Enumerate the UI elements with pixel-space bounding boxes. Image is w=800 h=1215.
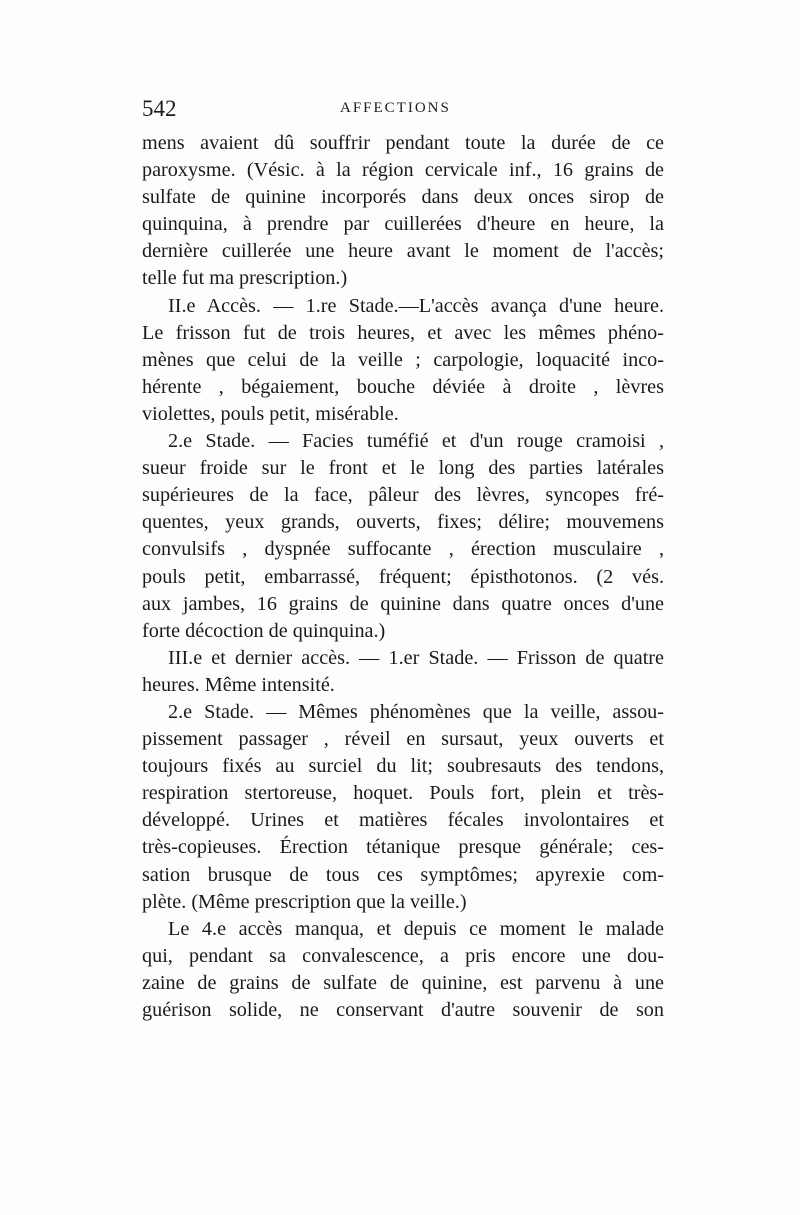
text-line: 2.e Stade. — Facies tuméfié et d'un rouge cramoisi , xyxy=(168,430,664,453)
text-line: Le 4.e accès manqua, et depuis ce moment le malade xyxy=(168,917,664,940)
text-line: convulsifs , dyspnée suffocante , érection musculaire , xyxy=(142,538,664,561)
body-text xyxy=(142,130,664,1024)
text-line: quentes, yeux grands, ouverts, fixes; délire; mouvemens xyxy=(142,511,664,534)
text-line: pouls petit, embarrassé, fréquent; épisthotonos. (2 vés. xyxy=(142,565,664,588)
text-line: développé. Urines et matières fécales involontaires et xyxy=(142,809,664,832)
text-line: heures. Même intensité. xyxy=(142,673,335,696)
text-line: zaine de grains de sulfate de quinine, est parvenu à une xyxy=(142,971,664,994)
text-line: supérieures de la face, pâleur des lèvres, syncopes fré- xyxy=(142,484,664,507)
text-line: sation brusque de tous ces symptômes; apyrexie com- xyxy=(142,863,664,886)
text-line: forte décoction de quinquina.) xyxy=(142,619,386,642)
page-header xyxy=(142,96,662,126)
text-line: hérente , bégaiement, bouche déviée à droite , lèvres xyxy=(142,375,664,398)
text-line: III.e et dernier accès. — 1.er Stade. — Frisson de quatre xyxy=(168,646,664,669)
text-line: violettes, pouls petit, misérable. xyxy=(142,402,399,425)
page-number: 542 xyxy=(142,96,177,121)
text-line: très-copieuses. Érection tétanique presque générale; ces- xyxy=(142,836,664,859)
text-line: paroxysme. (Vésic. à la région cervicale inf., 16 grains de xyxy=(142,159,664,182)
text-line: II.e Accès. — 1.re Stade.—L'accès avança d'une heure. xyxy=(168,294,664,317)
text-line: sueur froide sur le front et le long des parties latérales xyxy=(142,457,664,480)
text-line: 2.e Stade. — Mêmes phénomènes que la veille, assou- xyxy=(168,700,664,723)
running-head: AFFECTIONS xyxy=(340,100,451,116)
text-line: pissement passager , réveil en sursaut, yeux ouverts et xyxy=(142,728,664,751)
text-line: respiration stertoreuse, hoquet. Pouls fort, plein et très- xyxy=(142,782,664,805)
text-line: dernière cuillerée une heure avant le moment de l'accès; xyxy=(142,240,664,263)
text-line: toujours fixés au surciel du lit; soubresauts des tendons, xyxy=(142,755,664,778)
text-line: aux jambes, 16 grains de quinine dans quatre onces d'une xyxy=(142,592,664,615)
text-line: Le frisson fut de trois heures, et avec les mêmes phéno- xyxy=(142,321,664,344)
text-line: plète. (Même prescription que la veille.) xyxy=(142,890,467,913)
text-line: telle fut ma prescription.) xyxy=(142,267,348,290)
text-line: guérison solide, ne conservant d'autre souvenir de son xyxy=(142,999,664,1021)
text-line: quinquina, à prendre par cuillerées d'heure en heure, la xyxy=(142,213,664,236)
text-line: mènes que celui de la veille ; carpologie, loquacité inco- xyxy=(142,348,664,371)
text-line: qui, pendant sa convalescence, a pris encore une dou- xyxy=(142,944,664,967)
text-line: mens avaient dû souffrir pendant toute la durée de ce xyxy=(142,132,664,154)
text-line: sulfate de quinine incorporés dans deux onces sirop de xyxy=(142,186,664,209)
